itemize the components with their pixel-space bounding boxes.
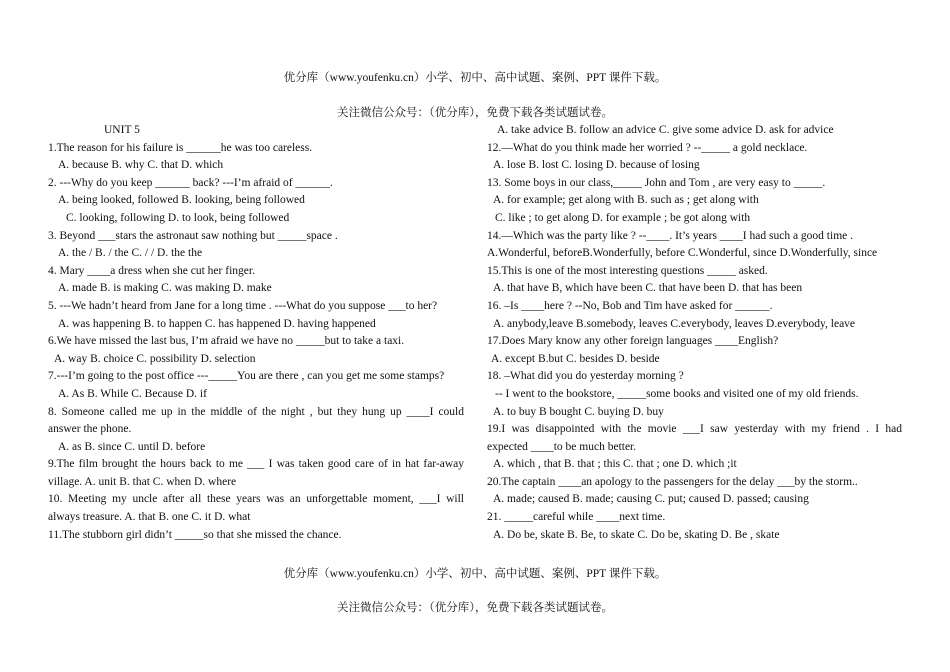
question-20-options: A. made; caused B. made; causing C. put; caused D. passed; causing [493, 493, 809, 506]
question-9-cont: village. A. unit B. that C. when D. where [48, 475, 237, 488]
question-14: 14.—Which was the party like ? --____. It’s years ____I had such a good time . [487, 229, 853, 242]
right-question-column [487, 122, 902, 544]
question-7: 7.---I’m going to the post office ---_____You are there , can you get me some stamps? [48, 370, 445, 383]
unit-title: UNIT 5 [104, 124, 140, 136]
footer-wechat-line: 关注微信公众号：（优分库），免费下载各类试题试卷。 [337, 602, 613, 614]
header-site-line: 优分库（www.youfenku.cn）小学、初中、高中试题、案例、PPT 课件下载。 [283, 72, 667, 84]
question-11-options: A. take advice B. follow an advice C. give some advice D. ask for advice [497, 124, 834, 136]
question-3-options: A. the / B. / the C. / / D. the the [58, 247, 203, 260]
question-10-cont: always treasure. A. that B. one C. it D. what [48, 511, 251, 524]
question-2: 2. ---Why do you keep ______ back? ---I’m afraid of ______. [48, 176, 333, 189]
question-19-cont: expected ____to be much better. [487, 440, 637, 453]
question-6-options: A. way B. choice C. possibility D. selection [54, 352, 256, 365]
question-3: 3. Beyond ___stars the astronaut saw nothing but _____space . [48, 229, 338, 242]
question-18: 18. –What did you do yesterday morning ? [487, 370, 684, 383]
header-wechat-line: 关注微信公众号：（优分库），免费下载各类试题试卷。 [337, 107, 613, 119]
question-18-options: A. to buy B bought C. buying D. buy [493, 405, 664, 418]
question-16-options: A. anybody,leave B.somebody, leaves C.everybody, leaves D.everybody, leave [493, 317, 856, 330]
question-8: 8. Someone called me up in the middle of the night , but they hung up ____I could [48, 405, 464, 418]
question-19-options: A. which , that B. that ; this C. that ; one D. which ;it [493, 458, 737, 471]
question-20: 20.The captain ____an apology to the passengers for the delay ___by the storm.. [487, 475, 858, 488]
question-7-options: A. As B. While C. Because D. if [58, 387, 207, 400]
question-6: 6.We have missed the last bus, I’m afraid we have no _____but to take a taxi. [48, 335, 405, 348]
question-5: 5. ---We hadn’t heard from Jane for a long time . ---What do you suppose ___to her? [48, 299, 438, 312]
question-1: 1.The reason for his failure is ______he was too careless. [48, 141, 313, 154]
question-21-options: A. Do be, skate B. Be, to skate C. Do be, skating D. Be , skate [493, 528, 780, 541]
question-12: 12.—What do you think made her worried ? --_____ a gold necklace. [487, 141, 808, 154]
question-2-options-b: C. looking, following D. to look, being followed [66, 211, 290, 224]
question-13-options-a: A. for example; get along with B. such as ; get along with [493, 194, 759, 207]
question-10: 10. Meeting my uncle after all these years was an unforgettable moment, ___I will [48, 493, 464, 506]
question-17: 17.Does Mary know any other foreign languages ____English? [487, 335, 779, 348]
question-4-options: A. made B. is making C. was making D. make [58, 282, 272, 295]
question-13: 13. Some boys in our class,_____ John and Tom , are very easy to _____. [487, 176, 826, 189]
question-12-options: A. lose B. lost C. losing D. because of losing [493, 159, 700, 172]
question-1-options: A. because B. why C. that D. which [58, 159, 224, 172]
question-9: 9.The film brought the hours back to me ___ I was taken good care of in hat far-away [48, 458, 464, 471]
footer-site-line: 优分库（www.youfenku.cn）小学、初中、高中试题、案例、PPT 课件下载。 [283, 568, 667, 580]
question-18-answer: -- I went to the bookstore, _____some books and visited one of my old friends. [495, 387, 859, 400]
left-question-column [48, 122, 464, 544]
question-14-options: A.Wonderful, beforeB.Wonderfully, before C.Wonderful, since D.Wonderfully, since [487, 247, 878, 260]
question-15-options: A. that have B, which have been C. that have been D. that has been [493, 282, 803, 295]
question-21: 21. _____careful while ____next time. [487, 511, 666, 524]
question-13-options-b: C. like ; to get along D. for example ; be got along with [495, 211, 751, 224]
question-16: 16. –Is ____here ? --No, Bob and Tim have asked for ______. [487, 299, 773, 312]
question-17-options: A. except B.but C. besides D. beside [491, 352, 660, 365]
question-5-options: A. was happening B. to happen C. has happened D. having happened [58, 317, 376, 330]
question-19: 19.I was disappointed with the movie ___I saw yesterday with my friend . I had [487, 423, 902, 436]
question-4: 4. Mary ____a dress when she cut her finger. [48, 264, 255, 277]
question-8-options: A. as B. since C. until D. before [58, 440, 206, 453]
question-15: 15.This is one of the most interesting questions _____ asked. [487, 264, 768, 277]
question-11: 11.The stubborn girl didn’t _____so that she missed the chance. [48, 528, 342, 541]
question-2-options-a: A. being looked, followed B. looking, being followed [58, 194, 305, 207]
question-8-cont: answer the phone. [48, 423, 132, 436]
